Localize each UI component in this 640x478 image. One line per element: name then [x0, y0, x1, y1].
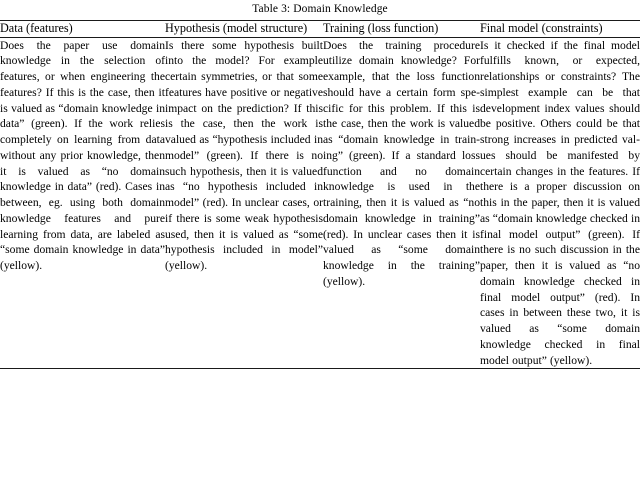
- column-header-data: Data (features): [0, 21, 73, 35]
- column-header-cell-data: [0, 21, 165, 37]
- cell-text-training: Does the training procedure utilize domain knowledge? For example, that the loss function should have a certain form specific for this problem. If this is the case, then the work is valued as “domain knowledge in training” (green). If a standard loss function and no domain knowledge is used in the training, then it is valued as “no domain knowledge in training” (red). In unclear cases then it is valued as “some domain knowledge in the training” (yellow).: [323, 38, 480, 288]
- table-row: [0, 38, 640, 369]
- column-header-cell-final-model: [480, 21, 640, 37]
- cell-text-hypothesis: Is there some hypothesis built into the model? For example certain symmetries, or that some features have positive or negative impact on the prediction? If this is the case, then the work is valued as “hypothesis included in model” (green). If there is no such hypothesis, then it is valued as “no hypothesis included in model” (red). In unclear cases, or if there is some weak hypothesis used, then it is valued as “some hypothesis included in model” (yellow).: [165, 38, 323, 273]
- cell-text-data: Does the paper use domain knowledge in the selection of features, or when engineering the features? If this is the case, then it is valued as “domain knowledge in data” (green). If the work relies completely on learning from data without any prior knowledge, then it is valued as “no domain knowledge in data” (red). Cases in between, eg. using both domain knowledge features and pure learning from data, are labeled as “some domain knowledge in data” (yellow).: [0, 38, 165, 273]
- table-cell-training: [323, 38, 480, 369]
- table-cell-data: [0, 38, 165, 369]
- table-bottom-rule: [0, 368, 640, 369]
- table-caption: Table 3: Domain Knowledge: [252, 3, 388, 15]
- column-header-training: Training (loss function): [323, 21, 439, 35]
- table-header-row: [0, 21, 640, 37]
- domain-knowledge-table-body: [0, 38, 640, 369]
- column-header-cell-hypothesis: [165, 21, 323, 37]
- column-header-cell-training: [323, 21, 480, 37]
- table-cell-hypothesis: [165, 38, 323, 369]
- domain-knowledge-table: [0, 21, 640, 37]
- table-cell-final-model: [480, 38, 640, 369]
- column-header-final-model: Final model (constraints): [480, 21, 603, 35]
- cell-text-final-model: Is it checked if the final model fulfills known, or expected, relationships or constraints? The simplest example can be that development index values should be positive. Others could be that strong increases in predicted values should be manifested by certain changes in the features. If there is a proper discussion on this in the paper, then it is valued as “domain knowledge checked in final model output” (green). If there is no such discussion in the paper, then it is valued as “no domain knowledge checked in final model output” (red). In cases in between these two, it is valued as “some domain knowledge checked in final model output” (yellow).: [480, 38, 640, 367]
- column-header-hypothesis: Hypothesis (model structure): [165, 21, 308, 35]
